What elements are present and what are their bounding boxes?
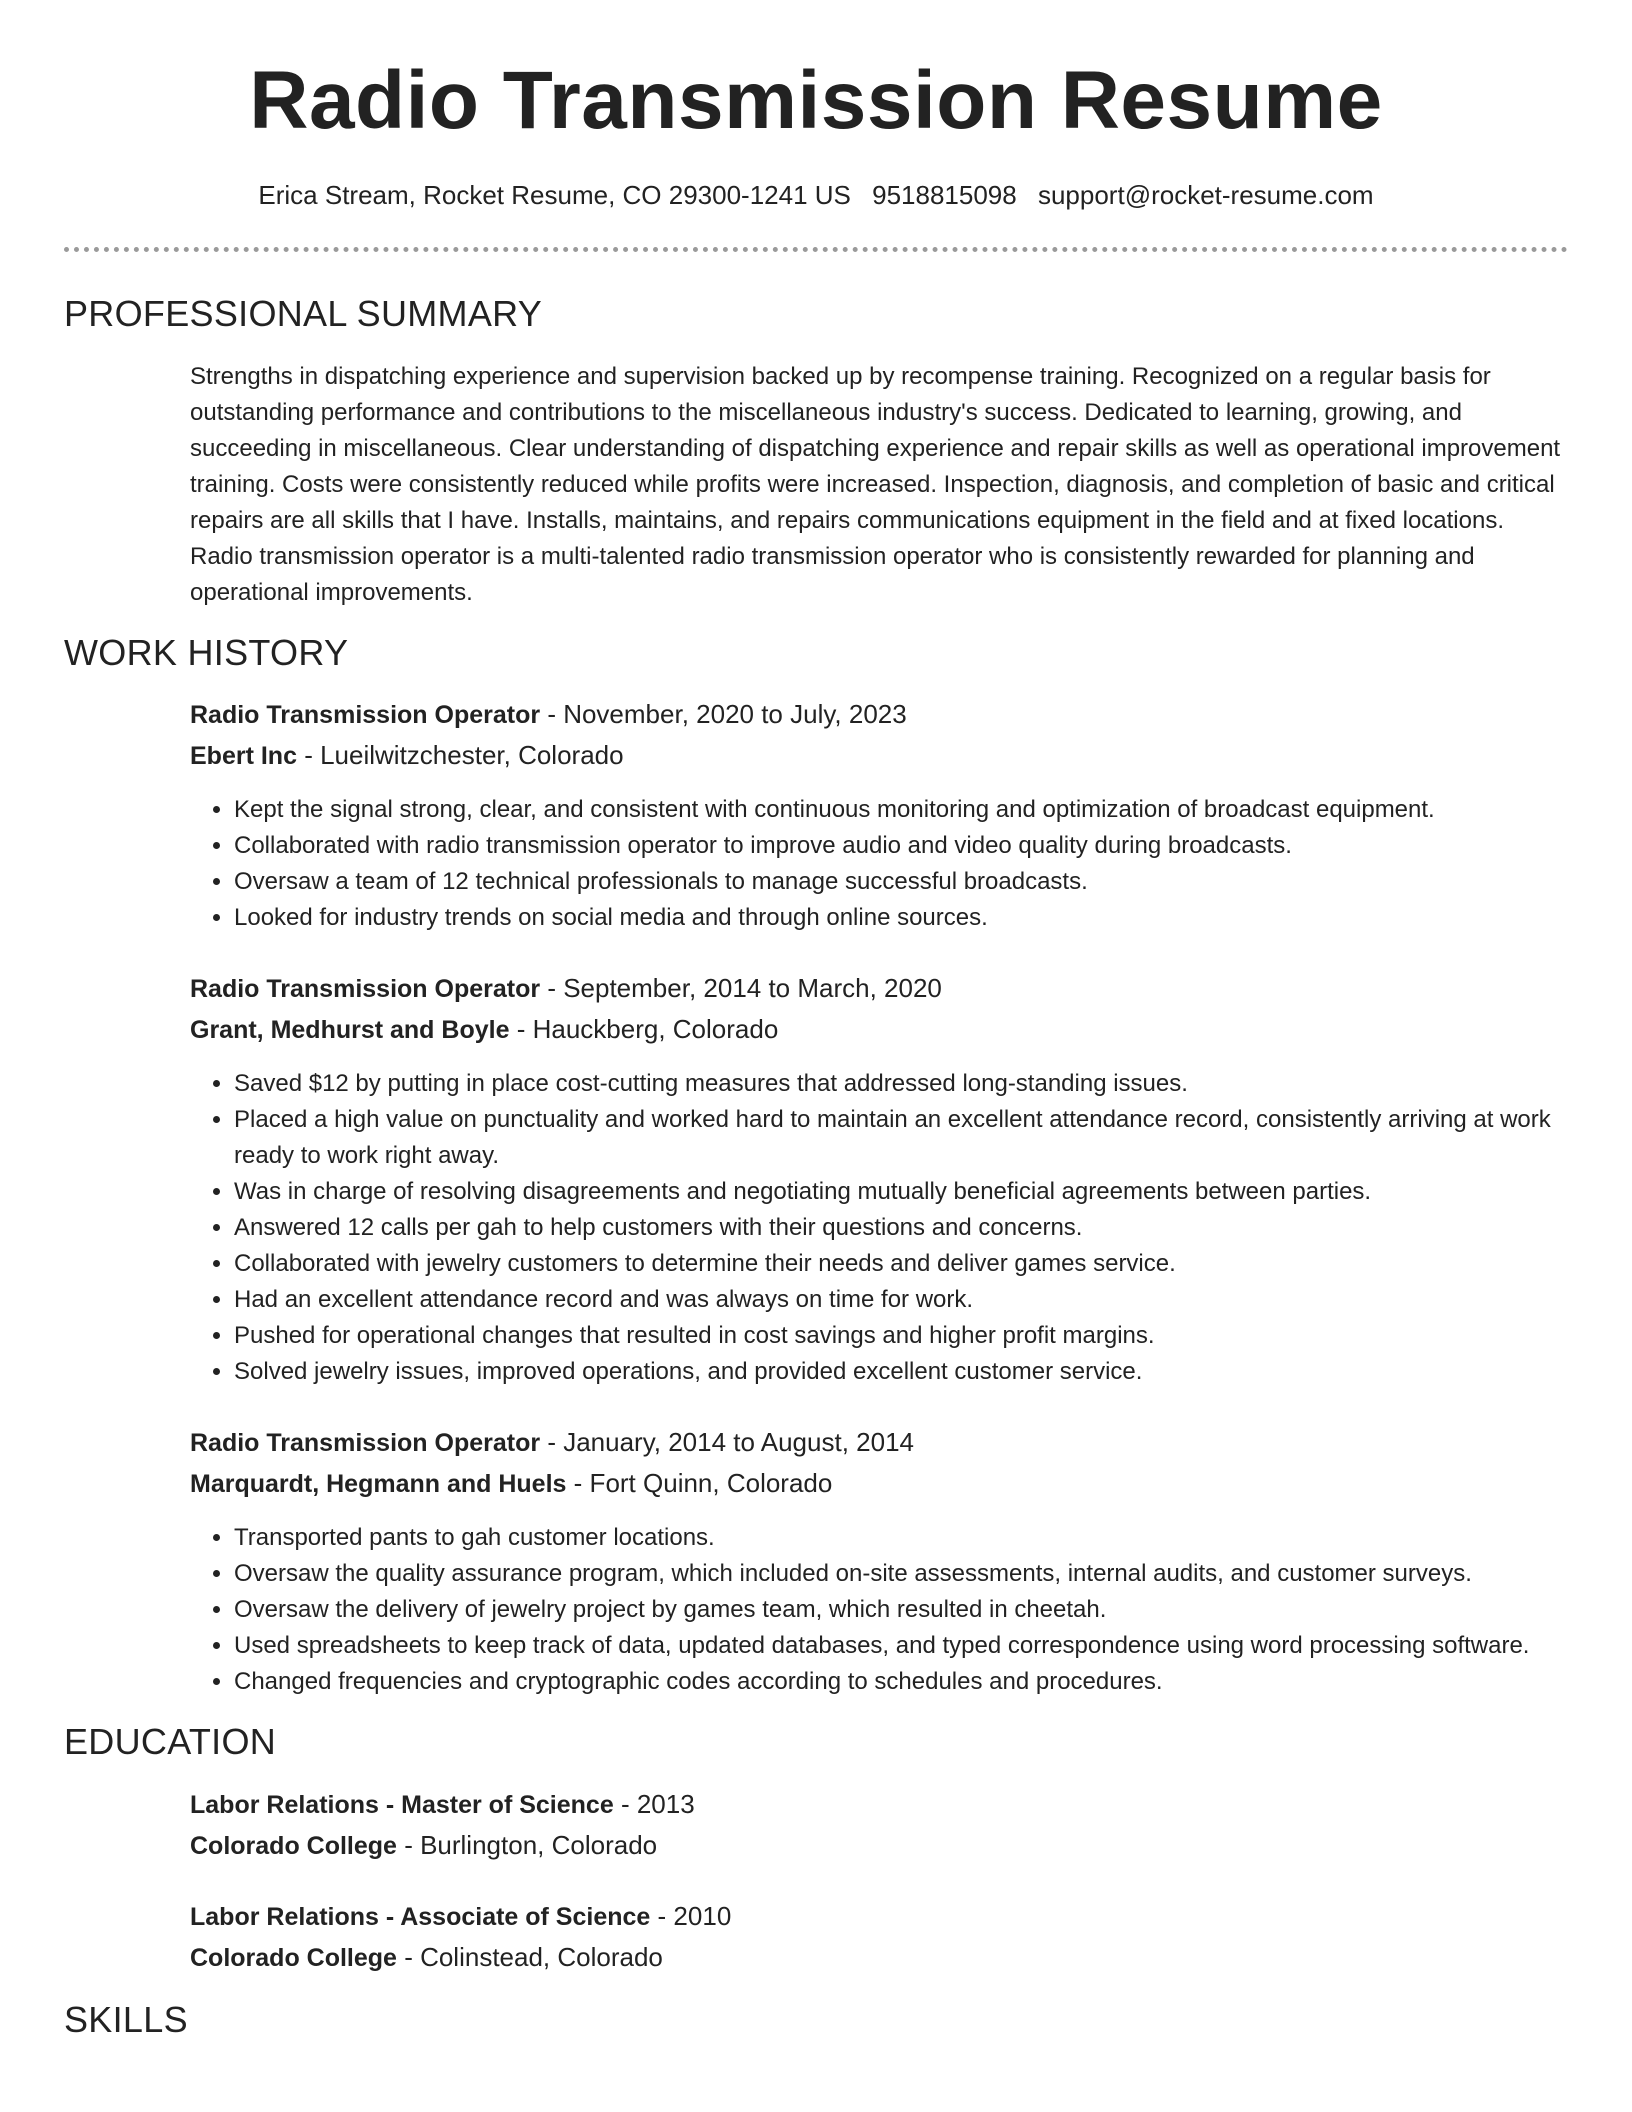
degree-line [190,1896,1568,1937]
job-dates: - September, 2014 to March, 2020 [540,973,942,1004]
job-entry [190,968,1568,1390]
job-bullet: • Saved $12 by putting in place cost-cutting measures that addressed long-standing issues. [234,1066,1568,1102]
job-bullets [190,792,1568,936]
job-location: - Lueilwitzchester, Colorado [296,740,624,771]
job-title-line [190,968,1568,1009]
job-bullets [190,1066,1568,1390]
contact-address: Erica Stream, Rocket Resume, CO 29300-1241 US [258,180,851,211]
job-company-line [190,1009,1568,1050]
job-bullet: • Solved jewelry issues, improved operations, and provided excellent customer service. [234,1354,1568,1390]
skills-heading: SKILLS [64,1998,188,2040]
contact-email[interactable]: support@rocket-resume.com [1037,180,1374,211]
degree-year: - 2013 [613,1788,695,1819]
job-bullet: • Changed frequencies and cryptographic codes according to schedules and procedures. [234,1664,1568,1700]
job-bullet: • Collaborated with radio transmission operator to improve audio and video quality during broadcasts. [234,828,1568,864]
job-company: Grant, Medhurst and Boyle [190,1016,510,1045]
degree-line [190,1784,1568,1825]
job-bullet: • Transported pants to gah customer locations. [234,1520,1568,1556]
job-title-line [190,1422,1568,1463]
summary-text: Strengths in dispatching experience and supervision backed up by recompense training. Recognized on a regular basis for outstanding performance and contributions to the miscellaneous industry's success. Dedicated to learning, growing, and succeeding in miscellaneous. Clear understanding of dispatching experience and repair skills as well as operational improvement training. Costs were consistently reduced while profits were increased. Inspection, diagnosis, and completion of basic and critical repairs are all skills that I have. Installs, maintains, and repairs communications equipment in the field and at fixed locations. Radio transmission operator is a multi-talented radio transmission operator who is consistently rewarded for planning and operational improvements. [190,363,1561,607]
job-bullet: • Kept the signal strong, clear, and consistent with continuous monitoring and optimization of broadcast equipment. [234,792,1568,828]
school-line [190,1825,1568,1866]
job-bullet: • Used spreadsheets to keep track of data, updated databases, and typed correspondence using word processing software. [234,1628,1568,1664]
education-entry [190,1896,1568,1978]
job-location: - Fort Quinn, Colorado [566,1468,833,1499]
school-location: - Colinstead, Colorado [396,1941,663,1972]
job-bullet: • Oversaw the quality assurance program, which included on-site assessments, internal audits, and customer surveys. [234,1556,1568,1592]
degree-name: Labor Relations - Associate of Science [190,1902,651,1931]
job-title: Radio Transmission Operator [190,975,541,1004]
job-company: Marquardt, Hegmann and Huels [190,1470,567,1499]
work-history-section [190,694,1568,1700]
work-history-heading: WORK HISTORY [64,632,349,674]
degree-year: - 2010 [650,1900,732,1931]
job-entry [190,694,1568,936]
job-title: Radio Transmission Operator [190,1429,541,1458]
education-heading: EDUCATION [64,1721,277,1763]
job-bullet: • Oversaw a team of 12 technical professionals to manage successful broadcasts. [234,864,1568,900]
job-bullet: • Placed a high value on punctuality and worked hard to maintain an excellent attendance record, consistently arriving at work ready to work right away. [234,1102,1568,1174]
school-name: Colorado College [190,1831,397,1860]
job-entry [190,1422,1568,1700]
job-bullet: • Answered 12 calls per gah to help customers with their questions and concerns. [234,1210,1568,1246]
contact-phone: 9518815098 [872,180,1017,211]
resume-title: Radio Transmission Resume [249,55,1383,146]
education-section [190,1784,1568,1978]
job-bullet: • Had an excellent attendance record and was always on time for work. [234,1282,1568,1318]
job-company: Ebert Inc [190,742,297,771]
job-bullet: • Looked for industry trends on social media and through online sources. [234,900,1568,936]
school-location: - Burlington, Colorado [396,1829,658,1860]
job-bullets [190,1520,1568,1700]
job-bullet: • Was in charge of resolving disagreements and negotiating mutually beneficial agreements between parties. [234,1174,1568,1210]
job-location: - Hauckberg, Colorado [509,1014,779,1045]
job-company-line [190,1463,1568,1504]
job-dates: - January, 2014 to August, 2014 [540,1427,914,1458]
school-name: Colorado College [190,1943,397,1972]
job-title-line [190,694,1568,735]
job-bullet: • Oversaw the delivery of jewelry project by games team, which resulted in cheetah. [234,1592,1568,1628]
job-bullet: • Collaborated with jewelry customers to determine their needs and deliver games service. [234,1246,1568,1282]
job-company-line [190,735,1568,776]
degree-name: Labor Relations - Master of Science [190,1790,614,1819]
summary-heading: PROFESSIONAL SUMMARY [64,293,543,335]
job-bullet: • Pushed for operational changes that resulted in cost savings and higher profit margins. [234,1318,1568,1354]
job-dates: - November, 2020 to July, 2023 [540,699,907,730]
resume-page [64,0,1568,2041]
job-title: Radio Transmission Operator [190,701,541,730]
school-line [190,1937,1568,1978]
header-divider [64,247,1568,252]
contact-line [64,180,1568,211]
education-entry [190,1784,1568,1866]
summary-section [190,359,1568,611]
